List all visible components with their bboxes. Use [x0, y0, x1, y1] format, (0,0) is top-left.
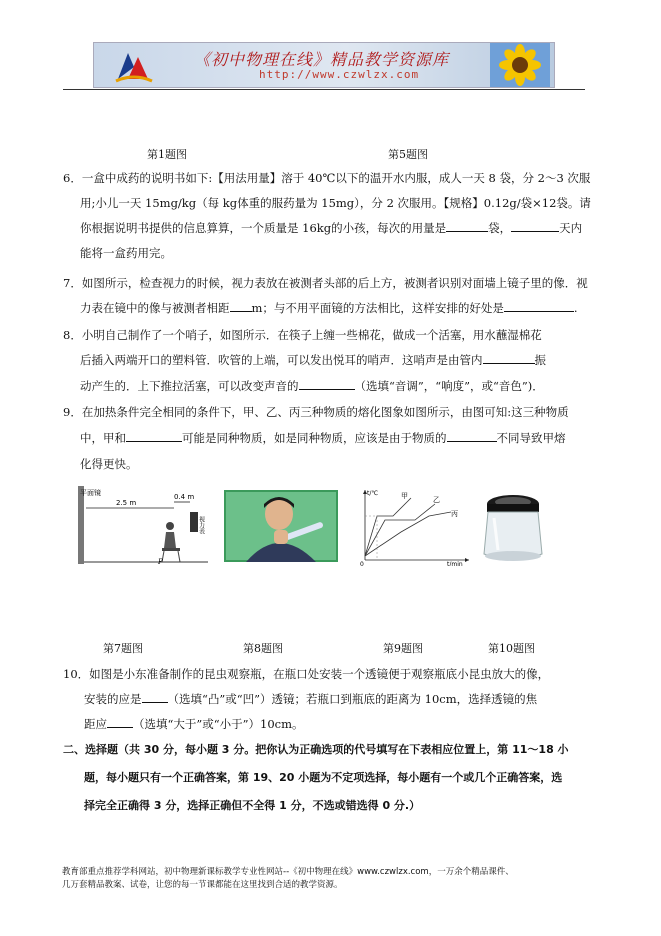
q10-blank-2[interactable]	[107, 716, 133, 728]
caption-fig5: 第5题图	[388, 148, 428, 161]
q10-line2	[84, 691, 537, 707]
banner-title: 《初中物理在线》精品教学资源库	[194, 50, 450, 69]
q6-blank-1[interactable]	[446, 220, 488, 232]
q8-blank-1[interactable]	[483, 352, 535, 364]
header-banner	[93, 42, 555, 88]
q6-line3-text-a: 你根据说明书提供的信息算算，一个质量是 16kg的小孩，每次的用量是	[80, 221, 447, 235]
fig9-melting-graph	[355, 486, 473, 566]
q10-line3-text-b: （选填“大于”或“小于”）10cm。	[133, 717, 304, 731]
q6-line3	[80, 220, 582, 236]
q6-line1: 6．一盒中成药的说明书如下:【用法用量】溶于 40℃以下的温开水内服，成人一天 8 袋，分 2～3 次服	[63, 171, 591, 185]
fig9-series-jia	[365, 498, 411, 556]
q7-line2-text-c: .	[573, 301, 578, 315]
q9-line1: 9．在加热条件完全相同的条件下，甲、乙、丙三种物质的熔化图象如图所示，由图可知:这三种物质	[63, 405, 569, 419]
fig7-vision-test-diagram	[78, 486, 210, 564]
fig10-insect-jar-photo	[478, 492, 548, 564]
q10-line2-text-b: （选填“凸”或“凹”）透镜；若瓶口到瓶底的距离为 10cm，选择透镜的焦	[167, 692, 538, 706]
fig7-dist1: 2.5 m	[116, 499, 137, 507]
q6-line4: 能将一盒药用完。	[80, 246, 172, 260]
q8-blank-2[interactable]	[299, 378, 355, 390]
q8-line3-text-a: 动产生的．上下推拉活塞，可以改变声音的	[80, 379, 299, 393]
fig7-point-label: P	[158, 558, 163, 564]
q9-blank-1[interactable]	[126, 430, 182, 442]
caption-fig9: 第9题图	[383, 642, 423, 655]
q6-line3-text-c: 天内	[559, 221, 583, 235]
q6-line2: 用;小儿一天 15mg/kg（每 kg体重的服药量为 15mg），分 2 次服用。【规格】0.12g/袋×12袋。请	[80, 196, 591, 210]
fig9-series-yi	[365, 504, 435, 556]
q9-line2	[80, 430, 566, 446]
q8-line2-text-b: 振	[534, 353, 546, 367]
q9-line2-text-b: 可能是同种物质，如是同种物质，应该是由于物质的	[182, 431, 447, 445]
q6-line3-text-b: 袋，	[488, 221, 512, 235]
fig8-whistle-photo	[224, 490, 338, 562]
section2-line3: 择完全正确得 3 分，选择正确但不全得 1 分，不选或错选得 0 分.）	[84, 799, 421, 812]
q7-blank-2[interactable]	[504, 300, 574, 312]
caption-fig1: 第1题图	[147, 148, 187, 161]
fig9-xlabel: t/min	[447, 561, 463, 566]
section2-line1: 二、选择题（共 30 分，每小题 3 分。把你认为正确选项的代号填写在下表相应位置上，第 11～18 小	[63, 743, 569, 756]
q9-line2-text-c: 不同导致甲熔	[496, 431, 566, 445]
fig7-chart-label: 视力表	[197, 516, 205, 534]
fig9-label-jia: 甲	[401, 492, 408, 500]
fig9-origin: 0	[360, 561, 364, 566]
q10-line1: 10．如图是小东准备制作的昆虫观察瓶，在瓶口处安装一个透镜便于观察瓶底小昆虫放大的像，	[63, 667, 550, 681]
banner-url[interactable]: http://www.czwlzx.com	[259, 68, 420, 81]
q8-line2-text-a: 后插入两端开口的塑料管．吹管的上端，可以发出悦耳的哨声．这哨声是由管内	[80, 353, 483, 367]
fig9-label-bing: 丙	[451, 510, 458, 518]
q8-line2	[80, 352, 546, 368]
site-logo-icon	[114, 49, 154, 83]
header-rule	[63, 89, 585, 90]
q10-line3	[84, 716, 304, 732]
q8-line3-text-b: （选填“音调”，“响度”，或“音色”)．	[354, 379, 544, 393]
q7-line1: 7．如图所示，检查视力的时候，视力表放在被测者头部的后上方，被测者识别对面墙上镜子里的像．视	[63, 276, 588, 290]
caption-fig7: 第7题图	[103, 642, 143, 655]
fig7-mirror-label: 平面镜	[80, 489, 101, 497]
q7-line2-text-a: 力表在镜中的像与被测者相距	[80, 301, 230, 315]
footer-line1: 教育部重点推荐学科网站，初中物理新课标教学专业性网站--《初中物理在线》www.czwlzx.com，一万余个精品课件、	[62, 867, 514, 877]
q8-line3	[80, 378, 544, 394]
q9-line2-text-a: 中，甲和	[80, 431, 126, 445]
caption-fig8: 第8题图	[243, 642, 283, 655]
q10-blank-1[interactable]	[142, 691, 168, 703]
q7-line2	[80, 300, 578, 316]
q7-line2-text-b: m；与不用平面镜的方法相比，这样安排的好处是	[251, 301, 504, 315]
q8-line1: 8．小明自己制作了一个哨子，如图所示．在筷子上缠一些棉花，做成一个活塞，用水蘸湿棉花	[63, 328, 542, 342]
fig9-label-yi: 乙	[433, 496, 440, 504]
fig7-dist2: 0.4 m	[174, 493, 195, 501]
section2-line2: 题，每小题只有一个正确答案，第 19、20 小题为不定项选择，每小题有一个或几个正确答案，选	[84, 771, 563, 784]
q6-blank-2[interactable]	[511, 220, 559, 232]
footer-line2: 几万套精品教案、试卷，让您的每一节课都能在这里找到合适的教学资源。	[62, 880, 343, 890]
q10-line2-text-a: 安装的应是	[84, 692, 142, 706]
q7-blank-1[interactable]	[230, 300, 252, 312]
q9-blank-2[interactable]	[447, 430, 497, 442]
caption-fig10: 第10题图	[488, 642, 535, 655]
fig9-series-bing	[365, 512, 451, 556]
sunflower-icon	[490, 43, 550, 87]
q10-line3-text-a: 距应	[84, 717, 107, 731]
q9-line3: 化得更快。	[80, 457, 138, 471]
fig9-ylabel: t/℃	[367, 490, 379, 497]
